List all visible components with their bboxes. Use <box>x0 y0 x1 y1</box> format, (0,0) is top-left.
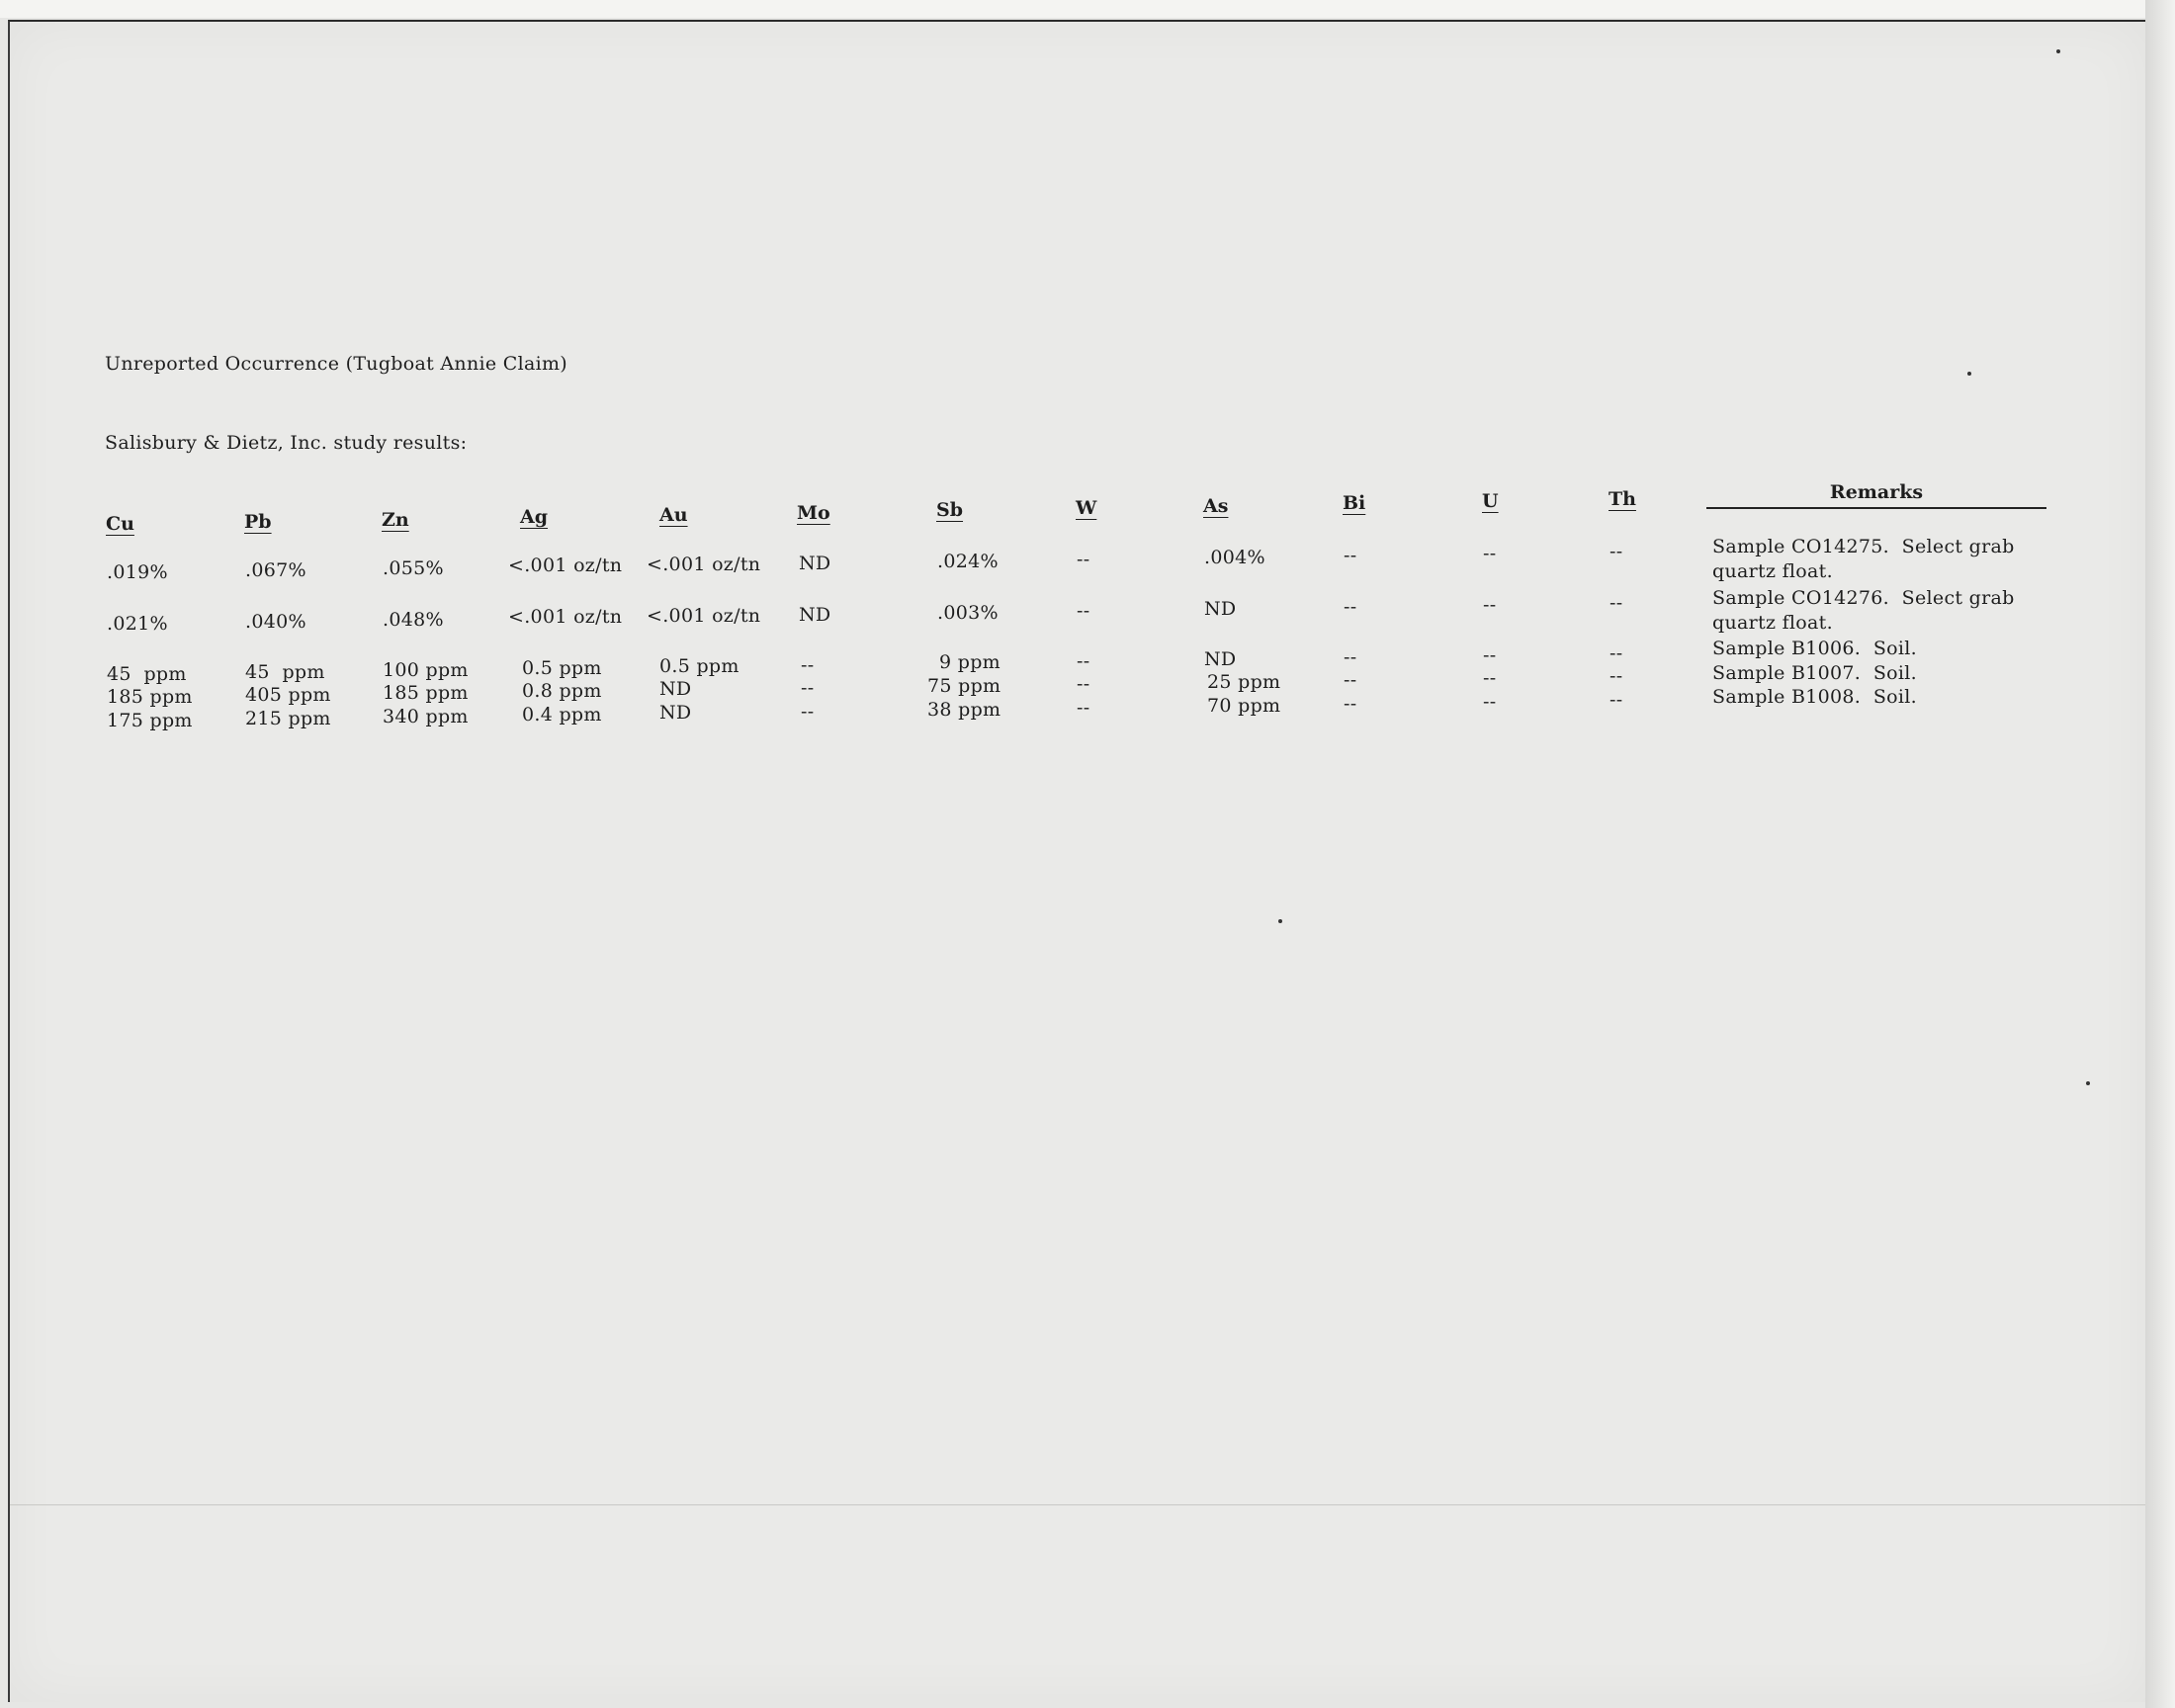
scan-speck <box>2086 1081 2090 1085</box>
cell-mo: -- <box>801 654 815 676</box>
cell-pb: .067% <box>245 559 306 581</box>
cell-as: .004% <box>1204 547 1265 568</box>
cell-as: ND <box>1204 598 1237 620</box>
cell-u: -- <box>1483 543 1497 564</box>
cell-zn: .055% <box>383 557 444 579</box>
document-sheet <box>8 20 2145 1702</box>
cell-zn: .048% <box>383 609 444 631</box>
column-header-mo: Mo <box>797 502 830 524</box>
cell-ag: <.001 oz/tn <box>508 555 623 576</box>
cell-remark-cont: quartz float. <box>1712 560 1833 582</box>
column-header-cu: Cu <box>106 513 134 535</box>
cell-zn: 100 ppm <box>383 659 469 681</box>
cell-as: 70 ppm <box>1207 695 1281 717</box>
cell-pb: 45 ppm <box>245 661 325 683</box>
cell-sb: 9 ppm <box>939 651 1000 673</box>
cell-w: -- <box>1077 549 1090 570</box>
column-header-sb: Sb <box>936 499 964 521</box>
scan-top-strip <box>0 0 2175 18</box>
cell-mo: -- <box>801 677 815 699</box>
document-subtitle: Salisbury & Dietz, Inc. study results: <box>105 432 468 454</box>
column-header-remarks: Remarks <box>1706 481 2046 509</box>
column-header-zn: Zn <box>382 509 409 531</box>
cell-sb: .003% <box>937 602 999 624</box>
cell-sb: 75 ppm <box>927 675 1001 697</box>
column-header-w: W <box>1076 497 1097 519</box>
cell-th: -- <box>1610 642 1623 664</box>
cell-au: ND <box>659 678 692 700</box>
cell-bi: -- <box>1344 693 1357 715</box>
column-header-u: U <box>1482 490 1499 512</box>
cell-bi: -- <box>1344 596 1357 618</box>
cell-cu: 185 ppm <box>107 686 193 708</box>
scan-speck <box>1967 372 1971 376</box>
cell-th: -- <box>1610 665 1623 687</box>
cell-u: -- <box>1483 667 1497 689</box>
cell-pb: 405 ppm <box>245 684 331 706</box>
cell-w: -- <box>1077 600 1090 622</box>
cell-remark: Sample B1006. Soil. <box>1712 638 1917 659</box>
cell-u: -- <box>1483 644 1497 666</box>
cell-remark: Sample CO14275. Select grab <box>1712 536 2015 557</box>
cell-cu: .019% <box>107 561 168 583</box>
cell-th: -- <box>1610 689 1623 711</box>
cell-w: -- <box>1077 697 1090 719</box>
cell-remark-cont: quartz float. <box>1712 612 1833 634</box>
cell-mo: ND <box>799 604 831 626</box>
column-header-bi: Bi <box>1343 492 1366 514</box>
column-header-pb: Pb <box>244 511 272 533</box>
cell-th: -- <box>1610 541 1623 562</box>
document-title: Unreported Occurrence (Tugboat Annie Claim) <box>105 353 567 375</box>
column-header-au: Au <box>659 504 688 526</box>
cell-as: ND <box>1204 648 1237 670</box>
cell-remark: Sample B1008. Soil. <box>1712 686 1917 708</box>
cell-remark: Sample CO14276. Select grab <box>1712 587 2015 609</box>
cell-mo: ND <box>799 553 831 574</box>
column-header-th: Th <box>1609 488 1636 510</box>
cell-cu: 45 ppm <box>107 663 187 685</box>
cell-au: ND <box>659 702 692 724</box>
cell-ag: <.001 oz/tn <box>508 606 623 628</box>
scan-speck <box>2056 49 2060 53</box>
cell-th: -- <box>1610 592 1623 614</box>
cell-sb: 38 ppm <box>927 699 1001 721</box>
cell-bi: -- <box>1344 669 1357 691</box>
column-header-ag: Ag <box>520 506 549 528</box>
cell-remark: Sample B1007. Soil. <box>1712 662 1917 684</box>
cell-cu: 175 ppm <box>107 710 193 731</box>
cell-w: -- <box>1077 650 1090 672</box>
cell-ag: 0.4 ppm <box>522 704 602 726</box>
cell-bi: -- <box>1344 646 1357 668</box>
column-header-as: As <box>1203 495 1229 517</box>
cell-ag: 0.5 ppm <box>522 657 602 679</box>
cell-cu: .021% <box>107 613 168 635</box>
cell-w: -- <box>1077 673 1090 695</box>
cell-au: <.001 oz/tn <box>647 554 761 575</box>
cell-au: 0.5 ppm <box>659 655 740 677</box>
cell-mo: -- <box>801 701 815 723</box>
cell-bi: -- <box>1344 545 1357 566</box>
cell-u: -- <box>1483 691 1497 713</box>
cell-pb: .040% <box>245 611 306 633</box>
scan-speck <box>1278 919 1282 923</box>
cell-zn: 185 ppm <box>383 682 469 704</box>
cell-sb: .024% <box>937 551 999 572</box>
cell-pb: 215 ppm <box>245 708 331 729</box>
cell-ag: 0.8 ppm <box>522 680 602 702</box>
scan-right-edge <box>2145 0 2175 1708</box>
cell-zn: 340 ppm <box>383 706 469 727</box>
cell-au: <.001 oz/tn <box>647 605 761 627</box>
cell-as: 25 ppm <box>1207 671 1281 693</box>
cell-u: -- <box>1483 594 1497 616</box>
fold-line <box>10 1504 2145 1505</box>
